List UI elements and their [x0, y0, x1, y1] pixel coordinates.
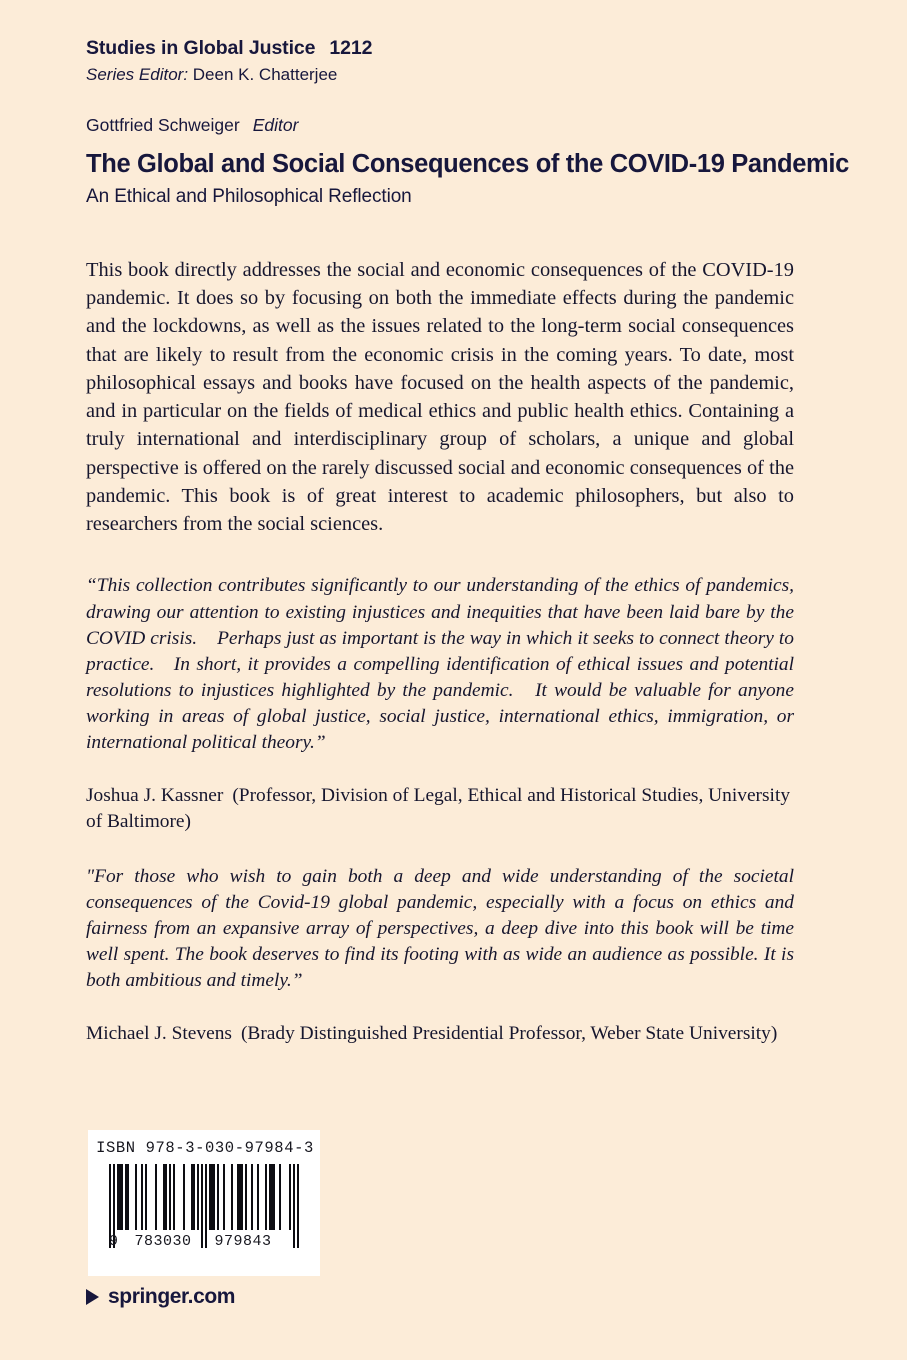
ean-lead-digit: 9 [109, 1233, 119, 1250]
series-editor-label: Series Editor: [86, 65, 189, 85]
series-name: Studies in Global Justice [86, 37, 316, 59]
series-number: 1212 [329, 37, 373, 59]
book-editor-role: Editor [252, 115, 299, 136]
ean-right-group: 979843 [214, 1233, 272, 1250]
endorsement-quote-1: “This collection contributes significantly to our understanding of the ethics of pandemics, drawing our attention to existing injustices and inequities that have been laid bare by the COVID crisis. Perhaps just as important is the way in which it seeks to connect theory to practice. In short, it provides a compelling identification of ethical issues and potential resolutions to injustices highlighted by the pandemic. It would be valuable for anyone working in areas of global justice, social justice, international ethics, immigration, or international political theory.” [86, 575, 799, 753]
endorser-name-1: Joshua J. Kassner [86, 785, 224, 807]
series-editor-name: Deen K. Chatterjee [192, 65, 338, 85]
ean-digits [109, 1233, 299, 1250]
endorser-name-2: Michael J. Stevens [86, 1023, 232, 1045]
isbn-text: ISBN 978-3-030-97984-3 [96, 1139, 314, 1157]
barcode-bars-wrapper [109, 1164, 299, 1248]
series-title-line [86, 36, 796, 60]
endorsement-attribution-1 [86, 783, 801, 835]
series-editor-line [86, 64, 796, 87]
ean-left-group: 783030 [134, 1233, 192, 1250]
book-description: This book directly addresses the social and economic consequences of the COVID-19 pandemic. It does so by focusing on both the immediate effects during the pandemic and the lockdowns, as well as the issues related to the long-term social consequences that are likely to result from the economic crisis in the coming years. To date, most philosophical essays and books have focused on the health aspects of the pandemic, and in particular on the fields of medical ethics and public health ethics. Containing a truly international and interdisciplinary group of scholars, a unique and global perspective is offered on the rarely discussed social and economic consequences of the pandemic. This book is of great interest to academic philosophers, but also to researchers from the social sciences. [86, 258, 794, 536]
page-title: The Global and Social Consequences of the COVID-19 Pandemic [86, 150, 849, 179]
isbn-barcode [88, 1130, 320, 1276]
endorser-affiliation-2: (Brady Distinguished Presidential Professor, Weber State University) [240, 1023, 778, 1045]
book-editor-name: Gottfried Schweiger [86, 115, 240, 136]
cover-content [86, 36, 849, 1047]
play-triangle-icon [86, 1289, 99, 1305]
book-editor-line [86, 114, 796, 137]
book-subtitle: An Ethical and Philosophical Reflection [86, 186, 412, 208]
endorser-affiliation-1: (Professor, Division of Legal, Ethical and Historical Studies, University of Baltimore) [86, 785, 791, 832]
publisher-name: springer.com [108, 1285, 236, 1308]
publisher-logo[interactable] [86, 1285, 235, 1309]
endorsement-attribution-2 [86, 1021, 801, 1047]
endorsement-quote-2: "For those who wish to gain both a deep and wide understanding of the societal consequences of the Covid-19 global pandemic, especially with a focus on ethics and fairness from an expansive array of perspectives, a deep dive into this book will be time well spent. The book deserves to find its footing with as wide an audience as possible. It is both ambitious and timely.” [86, 865, 799, 992]
